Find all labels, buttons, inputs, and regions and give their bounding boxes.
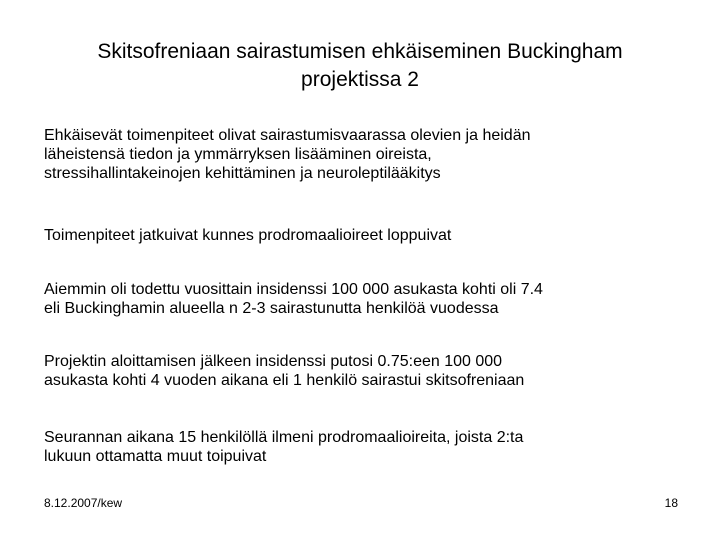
slide-title-line-1: Skitsofreniaan sairastumisen ehkäiseminen Buckingham [97, 40, 623, 63]
footer-date-author: 8.12.2007/kew [44, 496, 123, 510]
footer-page-number: 18 [664, 496, 678, 510]
bullet-3-line-2: eli Buckinghamin alueella n 2-3 sairastunutta henkilöä vuodessa [44, 300, 499, 317]
bullet-2-line-1: Toimenpiteet jatkuivat kunnes prodromaalioireet loppuivat [44, 227, 452, 244]
bullet-3-line-1: Aiemmin oli todettu vuosittain insidenssi 100 000 asukasta kohti oli 7.4 [44, 281, 543, 298]
bullet-1-line-2: läheistensä tiedon ja ymmärryksen lisääminen oireista, [44, 146, 432, 163]
bullet-item-5 [44, 428, 684, 466]
bullet-5-line-1: Seurannan aikana 15 henkilöllä ilmeni prodromaalioireita, joista 2:ta [44, 429, 524, 446]
bullet-4-line-1: Projektin aloittamisen jälkeen insidenssi putosi 0.75:een 100 000 [44, 353, 503, 370]
bullet-1-line-3: stressihallintakeinojen kehittäminen ja neuroleptilääkitys [44, 165, 441, 182]
bullet-item-4 [44, 352, 684, 390]
bullet-item-1 [44, 126, 684, 183]
bullet-item-2 [44, 226, 684, 245]
bullet-1-line-1: Ehkäisevät toimenpiteet olivat sairastumisvaarassa olevien ja heidän [44, 127, 531, 144]
slide-title-line-2: projektissa 2 [301, 68, 419, 91]
slide-title [40, 38, 680, 94]
bullet-4-line-2: asukasta kohti 4 vuoden aikana eli 1 henkilö sairastui skitsofreniaan [44, 372, 525, 389]
bullet-5-line-2: lukuun ottamatta muut toipuivat [44, 448, 267, 465]
bullet-item-3 [44, 280, 684, 318]
